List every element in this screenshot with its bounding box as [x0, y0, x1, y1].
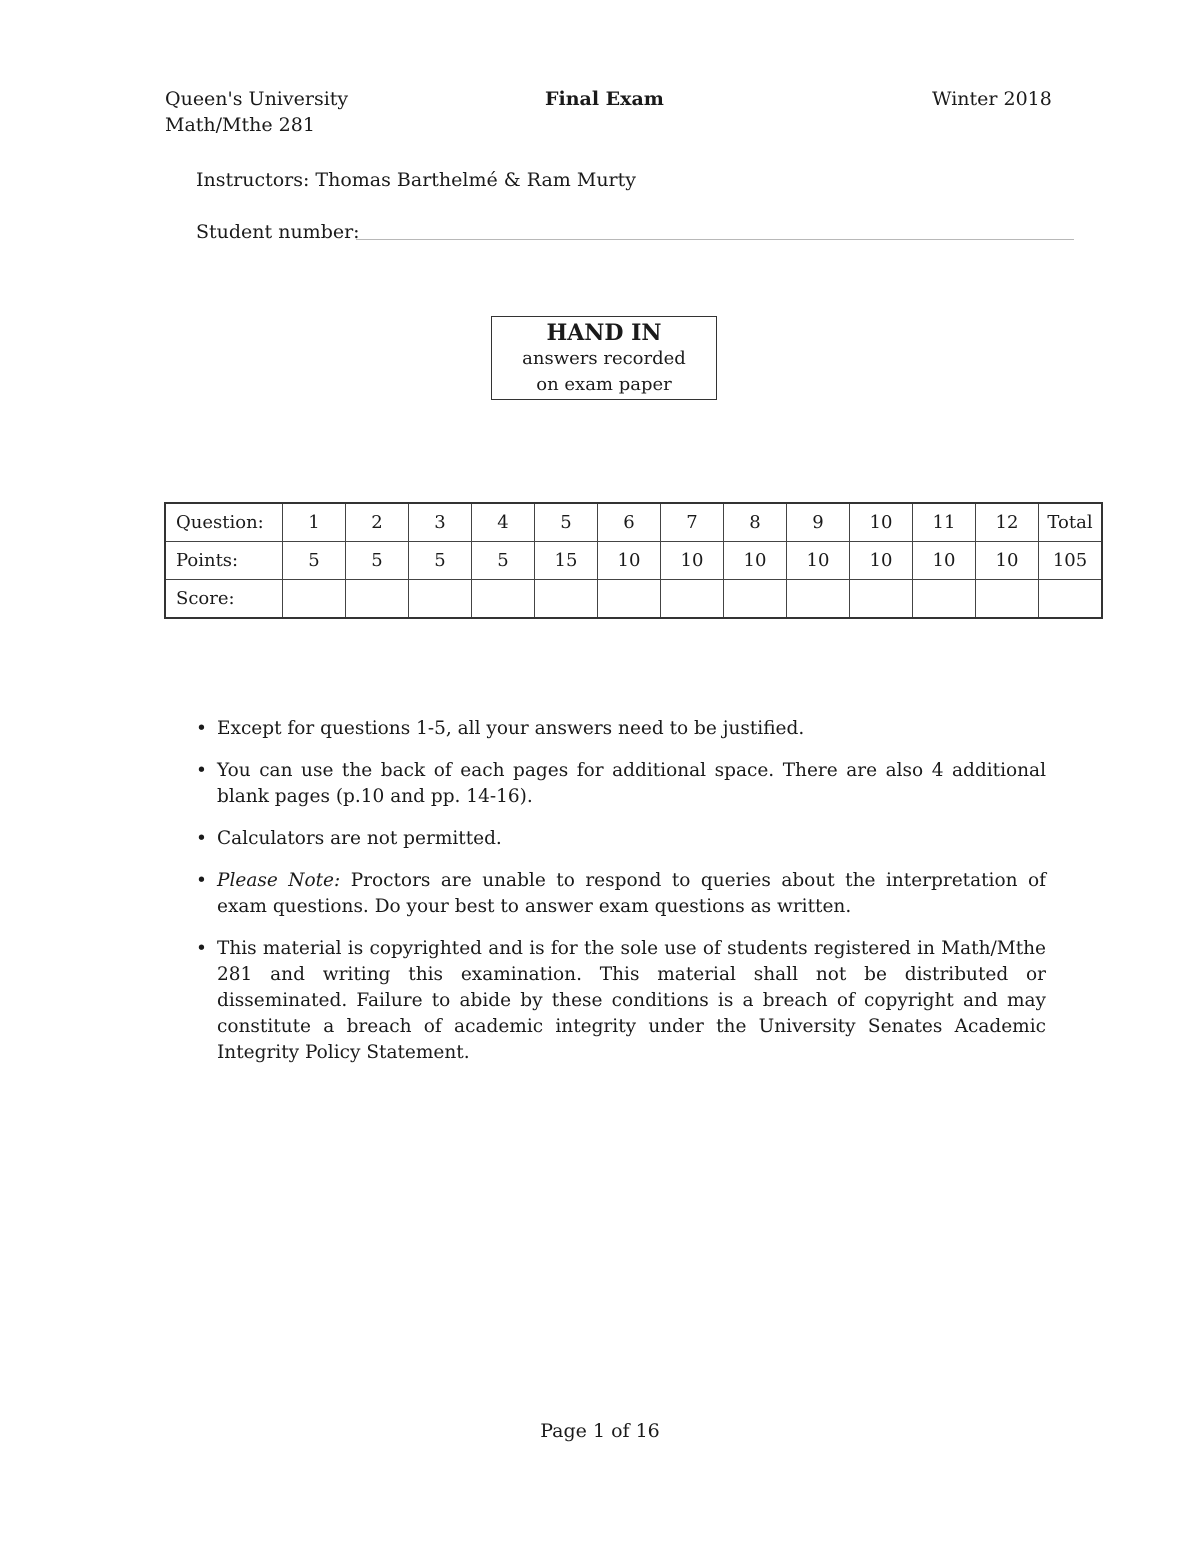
points-total: 105	[1039, 542, 1103, 580]
points-value: 10	[850, 542, 913, 580]
instruction-item	[196, 868, 1046, 920]
instruction-text: You can use the back of each pages for additional space. There are also 4 additional blank pages (p.10 and pp. 14-16).	[217, 760, 1046, 807]
score-cell[interactable]	[346, 580, 409, 619]
question-number: 4	[472, 503, 535, 542]
points-value: 10	[661, 542, 724, 580]
university-name: Queen's University	[165, 88, 349, 110]
instruction-text: Calculators are not permitted.	[217, 828, 502, 849]
points-value: 15	[535, 542, 598, 580]
score-cell[interactable]	[850, 580, 913, 619]
instructions-list	[196, 716, 1046, 1082]
points-value: 10	[598, 542, 661, 580]
question-number: 9	[787, 503, 850, 542]
instruction-text: Except for questions 1-5, all your answers need to be justified.	[217, 718, 805, 739]
question-number: 8	[724, 503, 787, 542]
page-footer: Page 1 of 16	[540, 1420, 660, 1442]
points-value: 10	[913, 542, 976, 580]
points-row-label: Points:	[165, 542, 283, 580]
score-table	[164, 502, 1103, 619]
student-number-field[interactable]	[356, 239, 1074, 240]
score-cell[interactable]	[535, 580, 598, 619]
instructors-line: Instructors: Thomas Barthelmé & Ram Murty	[196, 169, 637, 191]
instruction-item	[196, 758, 1046, 810]
hand-in-box	[491, 316, 717, 400]
question-number: 1	[283, 503, 346, 542]
bullet-icon: •	[196, 870, 207, 891]
bullet-icon: •	[196, 828, 207, 849]
score-total-cell[interactable]	[1039, 580, 1103, 619]
question-number: 3	[409, 503, 472, 542]
instruction-item	[196, 716, 1046, 742]
score-cell[interactable]	[409, 580, 472, 619]
question-number: 11	[913, 503, 976, 542]
score-cell[interactable]	[913, 580, 976, 619]
score-row-label: Score:	[165, 580, 283, 619]
score-cell[interactable]	[976, 580, 1039, 619]
points-value: 5	[472, 542, 535, 580]
hand-in-line-1: answers recorded	[522, 348, 686, 369]
question-number: 7	[661, 503, 724, 542]
points-value: 5	[346, 542, 409, 580]
course-code: Math/Mthe 281	[165, 114, 315, 136]
hand-in-title: HAND IN	[546, 320, 662, 346]
points-value: 10	[976, 542, 1039, 580]
score-cell[interactable]	[787, 580, 850, 619]
instruction-text: This material is copyrighted and is for the sole use of students registered in Math/Mthe 281 and writing this examination. This material shall not be distributed or disseminated. Failure to abide by these conditions is a breach of copyright and may constitute a breach of academic integrity under the University Senates Academic Integrity Policy Statement.	[217, 938, 1046, 1063]
question-number: 2	[346, 503, 409, 542]
bullet-icon: •	[196, 718, 207, 739]
question-row-label: Question:	[165, 503, 283, 542]
instruction-text: Proctors are unable to respond to queries about the interpretation of exam questions. Do your best to answer exam questions as written.	[217, 870, 1046, 917]
question-row	[165, 503, 1102, 542]
instruction-item	[196, 936, 1046, 1066]
question-number: 6	[598, 503, 661, 542]
exam-term: Winter 2018	[932, 88, 1052, 110]
points-value: 10	[724, 542, 787, 580]
score-cell[interactable]	[661, 580, 724, 619]
points-value: 10	[787, 542, 850, 580]
bullet-icon: •	[196, 760, 207, 781]
exam-title: Final Exam	[545, 88, 664, 110]
score-cell[interactable]	[598, 580, 661, 619]
question-number: 12	[976, 503, 1039, 542]
question-total-header: Total	[1039, 503, 1103, 542]
student-number-label: Student number:	[196, 221, 360, 243]
points-value: 5	[283, 542, 346, 580]
score-cell[interactable]	[472, 580, 535, 619]
question-number: 10	[850, 503, 913, 542]
question-number: 5	[535, 503, 598, 542]
hand-in-line-2: on exam paper	[536, 374, 672, 395]
bullet-icon: •	[196, 938, 207, 959]
student-number-row	[196, 221, 1076, 249]
score-cell[interactable]	[283, 580, 346, 619]
points-value: 5	[409, 542, 472, 580]
score-cell[interactable]	[724, 580, 787, 619]
instruction-item	[196, 826, 1046, 852]
please-note-label: Please Note:	[217, 870, 341, 891]
points-row	[165, 542, 1102, 580]
score-row	[165, 580, 1102, 619]
